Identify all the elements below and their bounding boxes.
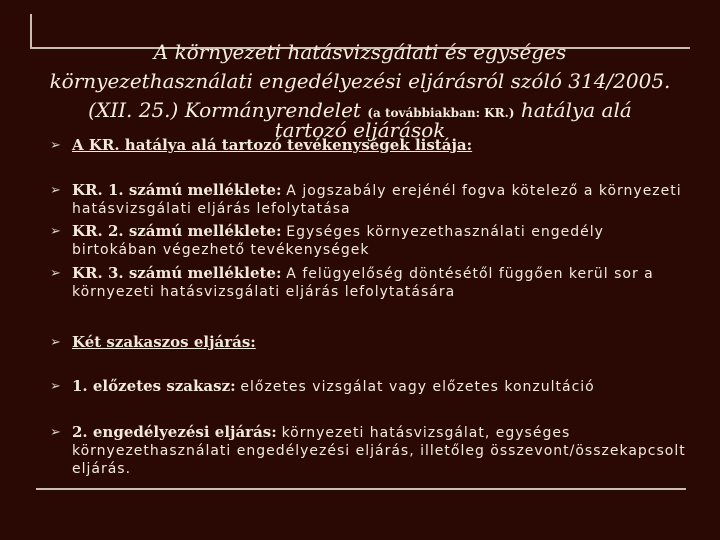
slide-title (34, 38, 686, 128)
bullet-item (50, 334, 690, 351)
bullet-item (50, 424, 690, 478)
bullet-item (50, 265, 690, 301)
bullet-heading: KR. 3. számú melléklete: (72, 264, 282, 282)
arrow-bullet-icon: ➢ (50, 224, 61, 239)
bullet-heading: KR. 2. számú melléklete: (72, 222, 282, 240)
bullet-item (50, 182, 690, 218)
title-line-2: környezethasználati engedélyezési eljárásról szóló 314/2005. (49, 69, 671, 93)
bullet-heading: KR. 1. számú melléklete: (72, 181, 282, 199)
title-abbreviation: (a továbbiakban: KR.) (367, 106, 515, 120)
arrow-bullet-icon: ➢ (50, 425, 61, 440)
bullet-heading: A KR. hatálya alá tartozó tevékenységek listája: (72, 136, 473, 154)
bullet-heading: Két szakaszos eljárás: (72, 333, 256, 351)
bullet-item (50, 223, 690, 259)
bullet-item (50, 378, 690, 396)
arrow-bullet-icon: ➢ (50, 183, 61, 198)
arrow-bullet-icon: ➢ (50, 335, 61, 350)
arrow-bullet-icon: ➢ (50, 266, 61, 281)
title-line-3: (XII. 25.) Kormányrendelet (88, 98, 361, 122)
arrow-bullet-icon: ➢ (50, 379, 61, 394)
bullet-heading: 1. előzetes szakasz: (72, 377, 236, 395)
bullet-text: A felügyelőség döntésétől függően kerül sor a környezeti hatásvizsgálati eljárás lefolytatására (72, 266, 654, 300)
title-line-4: tartozó eljárások (274, 118, 446, 142)
bullet-heading: 2. engedélyezési eljárás: (72, 423, 277, 441)
title-line-3-end: hatálya alá (520, 98, 632, 122)
bullet-text: A jogszabály erejénél fogva kötelező a környezeti hatásvizsgálati eljárás lefolytatása (72, 183, 682, 217)
bullet-text: előzetes vizsgálat vagy előzetes konzultáció (240, 379, 595, 395)
bullet-item (50, 137, 690, 154)
title-line-1: A környezeti hatásvizsgálati és egységes (153, 40, 567, 64)
bullet-text: Egységes környezethasználati engedély birtokában végezhető tevékenységek (72, 224, 604, 258)
frame-bottom-rule (36, 488, 686, 490)
bullet-text: környezeti hatásvizsgálat, egységes környezethasználati engedélyezési eljárás, illetőleg összevont/összekapcsolt eljárás. (72, 425, 686, 477)
frame-left-rule (30, 14, 32, 49)
arrow-bullet-icon: ➢ (50, 138, 61, 153)
